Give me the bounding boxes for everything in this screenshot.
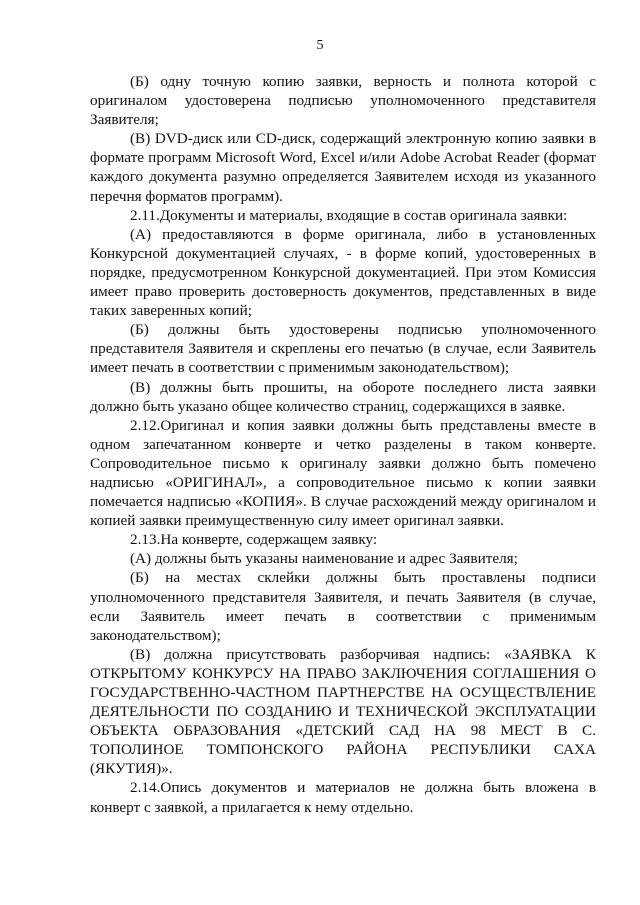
document-body — [90, 72, 596, 817]
page-number: 5 — [316, 38, 324, 53]
paragraph-2-13: 2.13.На конверте, содержащем заявку: — [130, 531, 378, 549]
paragraph-2-11-b: (Б) должны быть удостоверены подписью уполномоченного представителя Заявителя и скреплены его печатью (в случае, если Заявитель имеет печать в соответствии с применимым законодательством); — [90, 321, 596, 377]
paragraph-2-11-c: (В) должны быть прошиты, на обороте последнего листа заявки должно быть указано общее количество страниц, содержащихся в заявке. — [90, 378, 596, 415]
paragraph-2-14: 2.14.Опись документов и материалов не должна быть вложена в конверт с заявкой, а прилагается к нему отдельно. — [90, 779, 596, 816]
paragraph-2-13-b: (Б) на местах склейки должны быть проставлены подписи уполномоченного представителя Заявителя, и печать Заявителя (в случае, если Заявитель имеет печать в соответствии с применимым законодательством); — [90, 569, 596, 644]
paragraph-2-12: 2.12.Оригинал и копия заявки должны быть представлены вместе в одном запечатанном конверте и четко разделены в таком конверте. Сопроводительное письмо к оригиналу заявки должно быть помечено надписью «ОРИГИНАЛ», а сопроводительное письмо к копии заявки помечается надписью «КОПИЯ». В случае расхождений между оригиналом и копией заявки преимущественную силу имеет оригинал заявки. — [90, 416, 596, 530]
paragraph-copy: (Б) одну точную копию заявки, верность и полнота которой с оригиналом удостоверена подписью уполномоченного представителя Заявителя; — [90, 73, 596, 129]
paragraph-dvd: (В) DVD-диск или CD-диск, содержащий электронную копию заявки в формате программ Microsoft Word, Excel и/или Adobe Acrobat Reader (формат каждого документа разумно определяется Заявителем исходя из указанного перечня форматов программ). — [90, 130, 596, 205]
paragraph-2-11-a: (А) предоставляются в форме оригинала, либо в установленных Конкурсной документацией случаях, - в форме копий, удостоверенных в порядке, предусмотренном Конкурсной документацией. При этом Комиссия имеет право проверить достоверность документов, представленных в виде таких заверенных копий; — [90, 225, 596, 320]
paragraph-2-13-c: (В) должна присутствовать разборчивая надпись: «ЗАЯВКА К ОТКРЫТОМУ КОНКУРСУ НА ПРАВО ЗАКЛЮЧЕНИЯ СОГЛАШЕНИЯ О ГОСУДАРСТВЕННО-ЧАСТНОМ ПАРТНЕРСТВЕ НА ОСУЩЕСТВЛЕНИЕ ДЕЯТЕЛЬНОСТИ ПО СОЗДАНИЮ И ТЕХНИЧЕСКОЙ ЭКСПЛУАТАЦИИ ОБЪЕКТА ОБРАЗОВАНИЯ «ДЕТСКИЙ САД НА 98 МЕСТ В С. ТОПОЛИНОЕ ТОМПОНСКОГО РАЙОНА РЕСПУБЛИКИ САХА (ЯКУТИЯ)». — [90, 645, 596, 778]
paragraph-2-13-a: (А) должны быть указаны наименование и адрес Заявителя; — [130, 550, 518, 568]
paragraph-2-11: 2.11.Документы и материалы, входящие в состав оригинала заявки: — [130, 206, 568, 224]
